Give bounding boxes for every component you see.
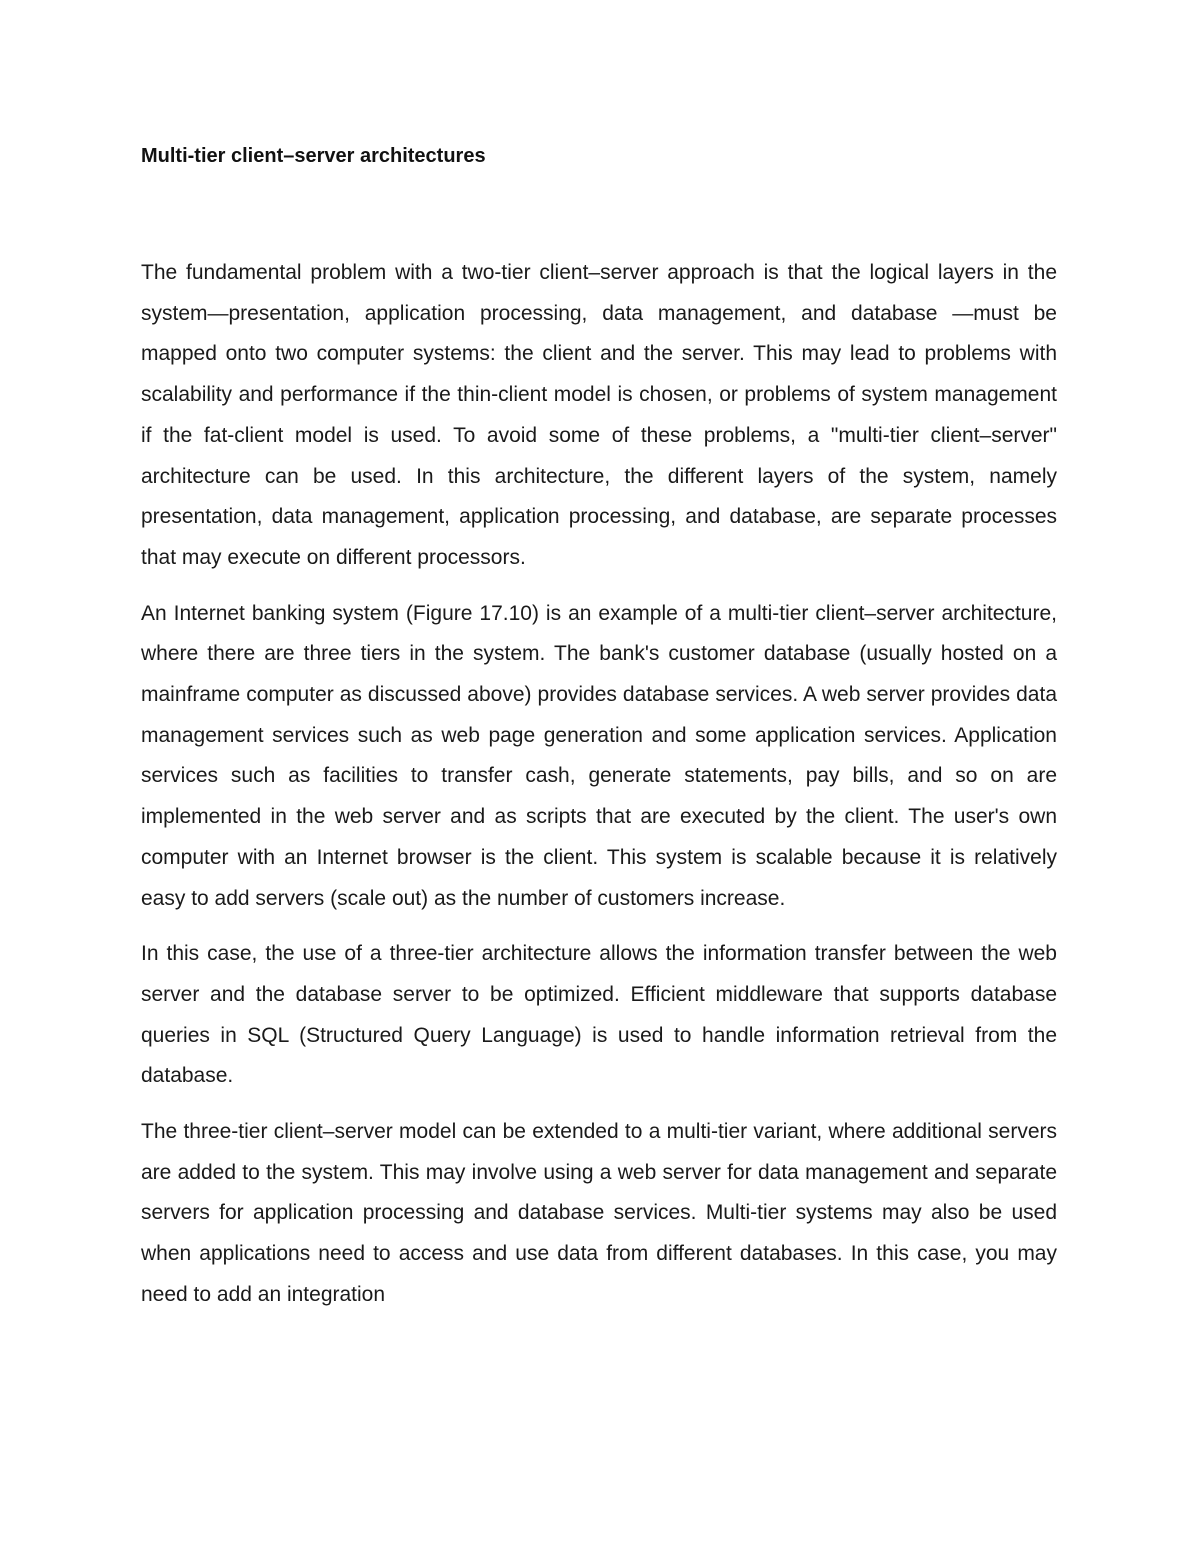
document-content [141, 142, 1057, 1316]
paragraph-internet-banking-example: An Internet banking system (Figure 17.10) is an example of a multi-tier client–server architecture, where there are three tiers in the system. The bank's customer database (usually hosted on a mainframe computer as discussed above) provides database services. A web server provides data management services such as web page generation and some application services. Application services such as facilities to transfer cash, generate statements, pay bills, and so on are implemented in the web server and as scripts that are executed by the client. The user's own computer with an Internet browser is the client. This system is scalable because it is relatively easy to add servers (scale out) as the number of customers increase. [141, 601, 1057, 910]
paragraph-two-tier-problem: The fundamental problem with a two-tier client–server approach is that the logical layers in the system—presentation, application processing, data management, and database —must be mapped onto two computer systems: the client and the server. This may lead to problems with scalability and performance if the thin-client model is chosen, or problems of system management if the fat-client model is used. To avoid some of these problems, a "multi-tier client–server" architecture can be used. In this architecture, the different layers of the system, namely presentation, data management, application processing, and database, are separate processes that may execute on different processors. [141, 261, 1057, 569]
document-title: Multi-tier client–server architectures [141, 145, 486, 167]
paragraph-three-tier-optimization: In this case, the use of a three-tier architecture allows the information transfer between the web server and the database server to be optimized. Efficient middleware that supports database queries in SQL (Structured Query Language) is used to handle information retrieval from the database. [141, 942, 1057, 1088]
paragraph-multi-tier-variant: The three-tier client–server model can be extended to a multi-tier variant, where additional servers are added to the system. This may involve using a web server for data management and separate servers for application processing and database services. Multi-tier systems may also be used when applications need to access and use data from different databases. In this case, you may need to add an integration [141, 1120, 1057, 1306]
